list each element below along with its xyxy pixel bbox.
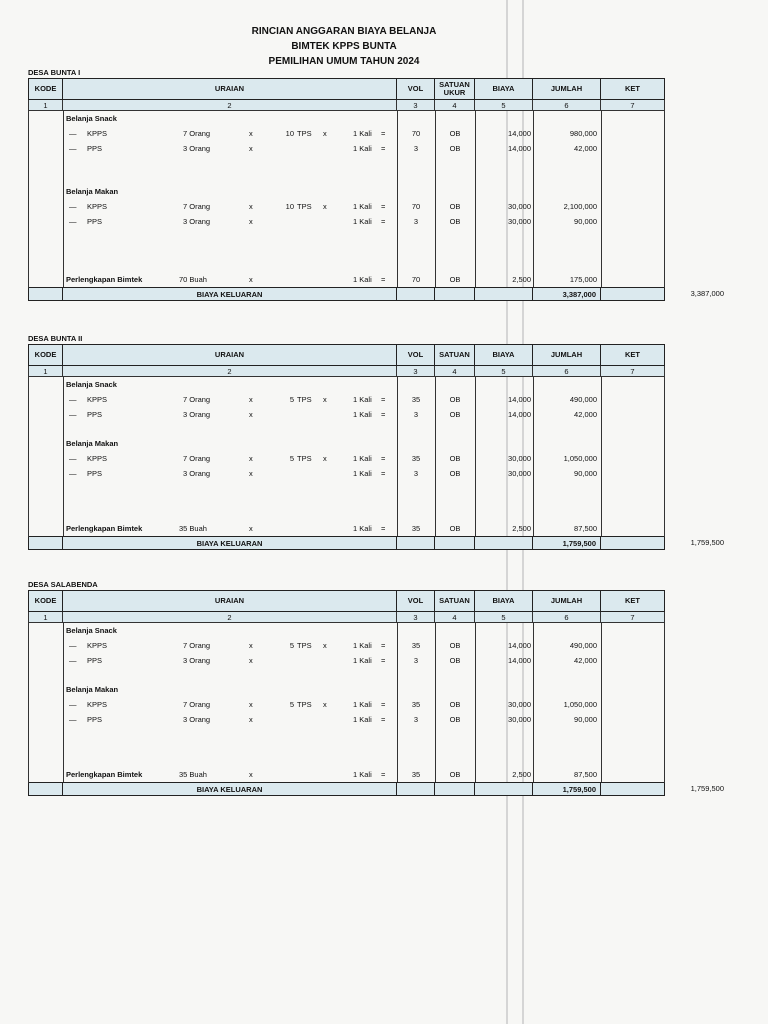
table-footer-row: [29, 537, 665, 550]
table-footer-row: [29, 288, 665, 301]
section-total: 1,759,500: [533, 783, 601, 796]
dash-marker: —: [69, 700, 77, 709]
table-row: [63, 199, 664, 214]
equals-sign: =: [381, 524, 386, 533]
unit-value: OB: [449, 656, 461, 665]
frequency: 1 Kali: [353, 129, 372, 138]
cost-value: 2,500: [512, 524, 531, 533]
cost-value: 14,000: [508, 144, 531, 153]
table-row: [63, 767, 664, 782]
item-count: 3 Orang: [183, 715, 211, 724]
frequency: 1 Kali: [353, 202, 372, 211]
footer-empty: [435, 537, 475, 550]
multiply-sign: x: [249, 410, 253, 419]
volume-value: 35: [411, 700, 421, 709]
equals-sign: =: [381, 469, 386, 478]
cost-value: 30,000: [508, 217, 531, 226]
column-number: 5: [475, 100, 533, 111]
item-role: PPS: [87, 715, 103, 724]
column-number: 6: [533, 366, 601, 377]
cost-value: 14,000: [508, 410, 531, 419]
amount-value: 175,000: [569, 275, 597, 284]
table-header-row: [29, 591, 665, 612]
cost-value: 30,000: [508, 454, 531, 463]
unit-value: OB: [449, 144, 461, 153]
unit-value: OB: [449, 524, 461, 533]
frequency: 1 Kali: [353, 641, 372, 650]
item-count: 35 Buah: [179, 770, 207, 779]
item-role: KPPS: [87, 129, 108, 138]
header-satuan: SATUAN: [435, 345, 475, 366]
table-row: [63, 214, 664, 229]
item-count: 7 Orang: [183, 395, 211, 404]
group-heading: Belanja Makan: [66, 439, 119, 448]
item-count: 3 Orang: [183, 217, 211, 226]
header-biaya: BIAYA: [475, 345, 533, 366]
title-line-1: RINCIAN ANGGARAN BIAYA BELANJA: [251, 26, 437, 37]
budget-table: [28, 344, 665, 550]
tps-label: TPS: [297, 641, 312, 650]
footer-empty: [475, 537, 533, 550]
dash-marker: —: [69, 410, 77, 419]
group-heading: Belanja Snack: [66, 114, 117, 123]
item-count: 3 Orang: [183, 656, 211, 665]
section-title: DESA BUNTA II: [28, 334, 83, 343]
equals-sign: =: [381, 700, 386, 709]
table-row: [63, 126, 664, 141]
amount-value: 87,500: [574, 770, 597, 779]
item-count: 7 Orang: [183, 202, 211, 211]
volume-value: 35: [411, 454, 421, 463]
footer-label: BIAYA KELUARAN: [63, 783, 397, 796]
frequency: 1 Kali: [353, 275, 372, 284]
cost-value: 30,000: [508, 202, 531, 211]
item-label: Perlengkapan Bimtek: [66, 524, 143, 533]
equals-sign: =: [381, 454, 386, 463]
spacer: [63, 481, 664, 521]
volume-value: 35: [411, 395, 421, 404]
equals-sign: =: [381, 770, 386, 779]
cost-value: 30,000: [508, 700, 531, 709]
table-row: [63, 697, 664, 712]
multiply-sign: x: [249, 144, 253, 153]
multiply-sign: x: [249, 129, 253, 138]
group-heading-row: [63, 184, 664, 199]
equals-sign: =: [381, 410, 386, 419]
table-row: [63, 712, 664, 727]
dash-marker: —: [69, 454, 77, 463]
dash-marker: —: [69, 715, 77, 724]
spacer: [63, 156, 664, 184]
header-jumlah: JUMLAH: [533, 591, 601, 612]
amount-value: 87,500: [574, 524, 597, 533]
header-kode: KODE: [29, 345, 63, 366]
item-label: Perlengkapan Bimtek: [66, 770, 143, 779]
multiply-sign: x: [323, 641, 327, 650]
column-number: 3: [397, 100, 435, 111]
header-biaya: BIAYA: [475, 591, 533, 612]
cost-value: 2,500: [512, 770, 531, 779]
volume-value: 3: [413, 217, 419, 226]
column-number: 2: [63, 100, 397, 111]
frequency: 1 Kali: [353, 700, 372, 709]
column-number: 3: [397, 366, 435, 377]
budget-section: [28, 580, 724, 796]
multiply-sign: x: [323, 129, 327, 138]
table-body-row: [29, 377, 665, 537]
header-vol: VOL: [397, 591, 435, 612]
equals-sign: =: [381, 715, 386, 724]
equals-sign: =: [381, 202, 386, 211]
item-count: 7 Orang: [183, 641, 211, 650]
outside-total: 1,759,500: [690, 784, 724, 793]
amount-value: 980,000: [569, 129, 597, 138]
column-number: 7: [601, 366, 665, 377]
unit-value: OB: [449, 641, 461, 650]
amount-value: 90,000: [574, 217, 597, 226]
dash-marker: —: [69, 656, 77, 665]
amount-value: 90,000: [574, 469, 597, 478]
footer-empty: [475, 288, 533, 301]
footer-empty: [601, 783, 665, 796]
header-kode: KODE: [29, 591, 63, 612]
frequency: 1 Kali: [353, 770, 372, 779]
item-count: 7 Orang: [183, 454, 211, 463]
outside-total: 1,759,500: [690, 538, 724, 547]
table-body-row: [29, 623, 665, 783]
spacer: [63, 668, 664, 682]
group-heading-row: [63, 377, 664, 392]
column-number: 7: [601, 612, 665, 623]
amount-value: 490,000: [569, 641, 597, 650]
header-vol: VOL: [397, 79, 435, 100]
header-biaya: BIAYA: [475, 79, 533, 100]
multiply-sign: x: [249, 641, 253, 650]
footer-empty: [397, 288, 435, 301]
cost-value: 14,000: [508, 641, 531, 650]
column-number-row: [29, 100, 665, 111]
column-number: 3: [397, 612, 435, 623]
footer-empty: [601, 537, 665, 550]
cost-value: 2,500: [512, 275, 531, 284]
volume-value: 3: [413, 715, 419, 724]
spacer: [63, 422, 664, 436]
header-uraian: URAIAN: [63, 591, 397, 612]
frequency: 1 Kali: [353, 454, 372, 463]
budget-section: [28, 68, 724, 301]
outside-total: 3,387,000: [690, 289, 724, 298]
section-title: DESA SALABENDA: [28, 580, 98, 589]
cost-value: 30,000: [508, 469, 531, 478]
dash-marker: —: [69, 202, 77, 211]
tps-label: TPS: [297, 395, 312, 404]
item-count: 35 Buah: [179, 524, 207, 533]
amount-value: 42,000: [574, 410, 597, 419]
group-heading: Belanja Makan: [66, 685, 119, 694]
footer-empty: [29, 783, 63, 796]
equals-sign: =: [381, 144, 386, 153]
amount-value: 1,050,000: [563, 700, 597, 709]
header-kode: KODE: [29, 79, 63, 100]
cost-value: 14,000: [508, 395, 531, 404]
table-row: [63, 141, 664, 156]
volume-value: 35: [411, 524, 421, 533]
title-line-3: PEMILIHAN UMUM TAHUN 2024: [268, 56, 420, 67]
multiply-sign: x: [249, 217, 253, 226]
item-role: KPPS: [87, 700, 108, 709]
footer-empty: [397, 783, 435, 796]
unit-value: OB: [449, 395, 461, 404]
equals-sign: =: [381, 275, 386, 284]
multiply-sign: x: [249, 275, 253, 284]
volume-value: 70: [411, 275, 421, 284]
amount-value: 1,050,000: [563, 454, 597, 463]
section-title: DESA BUNTA I: [28, 68, 81, 77]
dash-marker: —: [69, 641, 77, 650]
frequency: 1 Kali: [353, 524, 372, 533]
footer-empty: [435, 288, 475, 301]
column-number: 5: [475, 366, 533, 377]
footer-label: BIAYA KELUARAN: [63, 288, 397, 301]
column-number: 2: [63, 366, 397, 377]
item-role: PPS: [87, 144, 103, 153]
budget-table: [28, 590, 665, 796]
item-label: Perlengkapan Bimtek: [66, 275, 143, 284]
item-count: 70 Buah: [179, 275, 207, 284]
equals-sign: =: [381, 641, 386, 650]
group-heading: Belanja Snack: [66, 626, 117, 635]
document-header: [0, 24, 688, 69]
tps-count: 5: [289, 454, 294, 463]
unit-value: OB: [449, 469, 461, 478]
tps-count: 5: [289, 641, 294, 650]
multiply-sign: x: [249, 395, 253, 404]
tps-count: 10: [285, 129, 294, 138]
dash-marker: —: [69, 469, 77, 478]
table-row: [63, 638, 664, 653]
column-number: 6: [533, 612, 601, 623]
table-row: [63, 407, 664, 422]
budget-table: [28, 78, 665, 301]
dash-marker: —: [69, 217, 77, 226]
header-ket: KET: [601, 79, 665, 100]
footer-empty: [29, 537, 63, 550]
table-header-row: [29, 79, 665, 100]
multiply-sign: x: [249, 656, 253, 665]
dash-marker: —: [69, 395, 77, 404]
item-role: KPPS: [87, 641, 108, 650]
column-number: 2: [63, 612, 397, 623]
table-row: [63, 451, 664, 466]
volume-value: 35: [411, 770, 421, 779]
dash-marker: —: [69, 144, 77, 153]
footer-label: BIAYA KELUARAN: [63, 537, 397, 550]
amount-value: 90,000: [574, 715, 597, 724]
multiply-sign: x: [323, 395, 327, 404]
equals-sign: =: [381, 395, 386, 404]
group-heading-row: [63, 436, 664, 451]
unit-value: OB: [449, 770, 461, 779]
header-uraian: URAIAN: [63, 79, 397, 100]
item-role: PPS: [87, 656, 103, 665]
group-heading: Belanja Makan: [66, 187, 119, 196]
item-role: PPS: [87, 217, 103, 226]
header-jumlah: JUMLAH: [533, 345, 601, 366]
frequency: 1 Kali: [353, 217, 372, 226]
group-heading-row: [63, 623, 664, 638]
volume-value: 70: [411, 129, 421, 138]
frequency: 1 Kali: [353, 469, 372, 478]
budget-section: [28, 334, 724, 550]
frequency: 1 Kali: [353, 410, 372, 419]
frequency: 1 Kali: [353, 395, 372, 404]
unit-value: OB: [449, 129, 461, 138]
amount-value: 42,000: [574, 144, 597, 153]
footer-empty: [475, 783, 533, 796]
column-number-row: [29, 612, 665, 623]
unit-value: OB: [449, 217, 461, 226]
item-role: KPPS: [87, 202, 108, 211]
multiply-sign: x: [249, 700, 253, 709]
volume-value: 35: [411, 641, 421, 650]
table-header-row: [29, 345, 665, 366]
table-footer-row: [29, 783, 665, 796]
tps-label: TPS: [297, 454, 312, 463]
cost-value: 14,000: [508, 129, 531, 138]
unit-value: OB: [449, 275, 461, 284]
item-role: KPPS: [87, 454, 108, 463]
column-number: 1: [29, 100, 63, 111]
table-row: [63, 272, 664, 287]
item-count: 3 Orang: [183, 410, 211, 419]
volume-value: 3: [413, 144, 419, 153]
column-number: 6: [533, 100, 601, 111]
section-total: 1,759,500: [533, 537, 601, 550]
item-count: 3 Orang: [183, 144, 211, 153]
frequency: 1 Kali: [353, 144, 372, 153]
header-ket: KET: [601, 591, 665, 612]
column-number: 1: [29, 612, 63, 623]
volume-value: 70: [411, 202, 421, 211]
unit-value: OB: [449, 715, 461, 724]
multiply-sign: x: [323, 700, 327, 709]
column-number-row: [29, 366, 665, 377]
table-row: [63, 392, 664, 407]
group-heading-row: [63, 111, 664, 126]
equals-sign: =: [381, 656, 386, 665]
item-count: 3 Orang: [183, 469, 211, 478]
table-body-row: [29, 111, 665, 288]
unit-value: OB: [449, 454, 461, 463]
header-vol: VOL: [397, 345, 435, 366]
tps-count: 10: [285, 202, 294, 211]
header-jumlah: JUMLAH: [533, 79, 601, 100]
multiply-sign: x: [249, 202, 253, 211]
column-number: 5: [475, 612, 533, 623]
item-role: PPS: [87, 469, 103, 478]
footer-empty: [29, 288, 63, 301]
volume-value: 3: [413, 469, 419, 478]
tps-label: TPS: [297, 129, 312, 138]
header-uraian: URAIAN: [63, 345, 397, 366]
tps-label: TPS: [297, 202, 312, 211]
amount-value: 2,100,000: [563, 202, 597, 211]
footer-empty: [435, 783, 475, 796]
footer-empty: [601, 288, 665, 301]
frequency: 1 Kali: [353, 656, 372, 665]
cost-value: 14,000: [508, 656, 531, 665]
column-number: 4: [435, 612, 475, 623]
column-number: 7: [601, 100, 665, 111]
volume-value: 3: [413, 656, 419, 665]
multiply-sign: x: [323, 202, 327, 211]
header-satuan: SATUAN: [435, 591, 475, 612]
column-number: 4: [435, 100, 475, 111]
volume-value: 3: [413, 410, 419, 419]
spacer: [63, 229, 664, 272]
column-number: 4: [435, 366, 475, 377]
amount-value: 42,000: [574, 656, 597, 665]
dash-marker: —: [69, 129, 77, 138]
column-number: 1: [29, 366, 63, 377]
multiply-sign: x: [249, 524, 253, 533]
multiply-sign: x: [323, 454, 327, 463]
footer-empty: [397, 537, 435, 550]
frequency: 1 Kali: [353, 715, 372, 724]
header-ket: KET: [601, 345, 665, 366]
tps-label: TPS: [297, 700, 312, 709]
cost-value: 30,000: [508, 715, 531, 724]
multiply-sign: x: [249, 469, 253, 478]
unit-value: OB: [449, 700, 461, 709]
item-count: 7 Orang: [183, 129, 211, 138]
header-satuan: SATUAN UKUR: [435, 79, 475, 100]
multiply-sign: x: [249, 454, 253, 463]
section-total: 3,387,000: [533, 288, 601, 301]
equals-sign: =: [381, 129, 386, 138]
title-line-2: BIMTEK KPPS BUNTA: [291, 41, 397, 52]
tps-count: 5: [289, 395, 294, 404]
spacer: [63, 727, 664, 767]
item-count: 7 Orang: [183, 700, 211, 709]
group-heading: Belanja Snack: [66, 380, 117, 389]
table-row: [63, 466, 664, 481]
amount-value: 490,000: [569, 395, 597, 404]
tps-count: 5: [289, 700, 294, 709]
item-role: PPS: [87, 410, 103, 419]
table-row: [63, 521, 664, 536]
item-role: KPPS: [87, 395, 108, 404]
unit-value: OB: [449, 202, 461, 211]
multiply-sign: x: [249, 770, 253, 779]
group-heading-row: [63, 682, 664, 697]
equals-sign: =: [381, 217, 386, 226]
table-row: [63, 653, 664, 668]
unit-value: OB: [449, 410, 461, 419]
multiply-sign: x: [249, 715, 253, 724]
